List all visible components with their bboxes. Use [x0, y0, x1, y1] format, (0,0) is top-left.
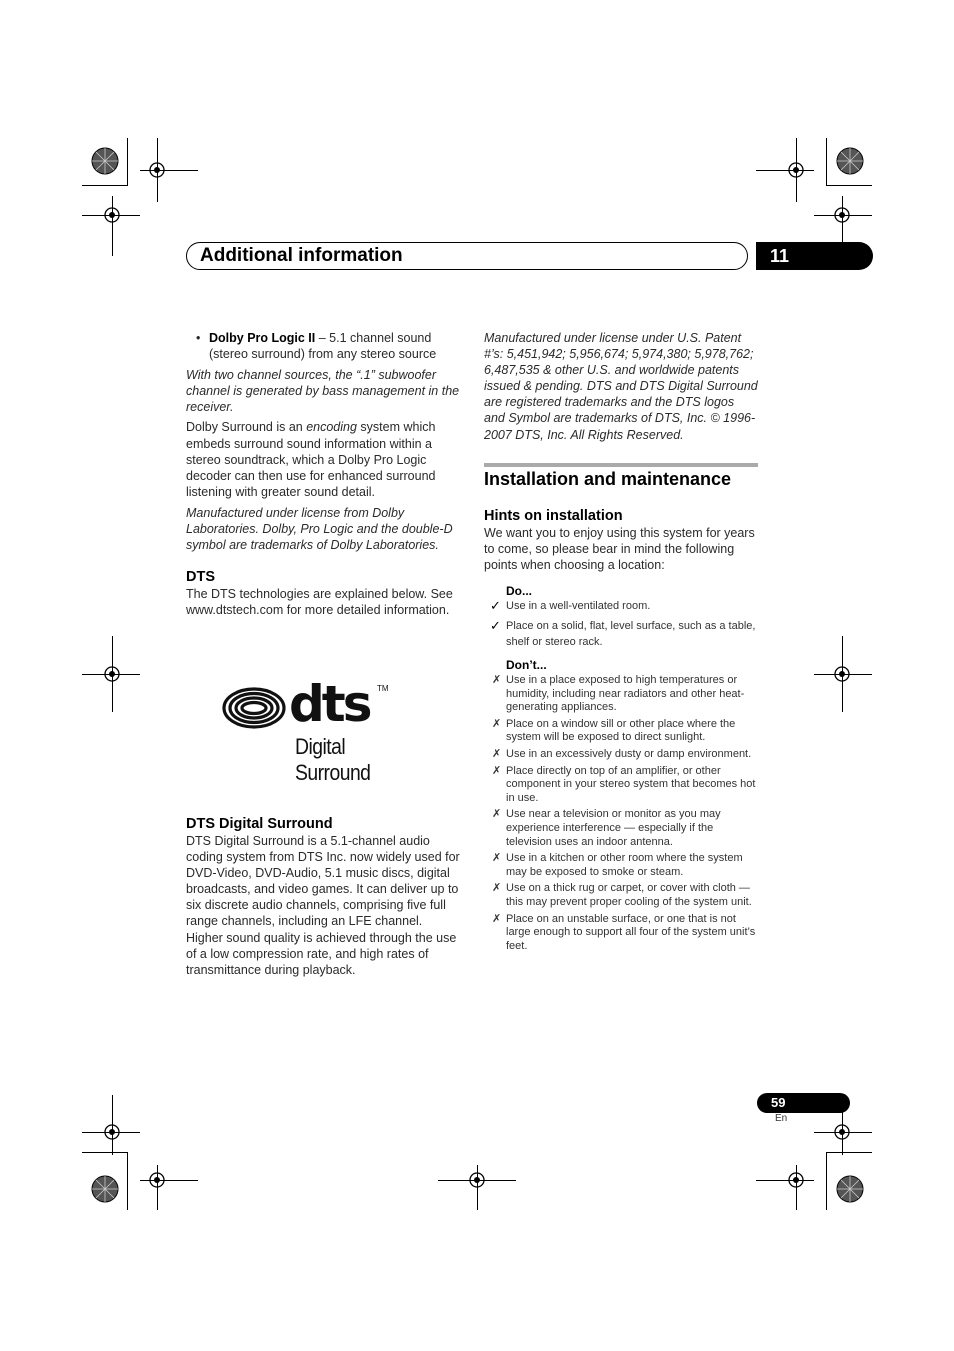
list-item: [490, 765, 758, 806]
paragraph-end: system which embeds surround sound information within a stereo soundtrack, which a Dolby Pro Logic decoder can then use for enhanced surround listening with greater sound detail.: [186, 420, 436, 499]
left-column: [186, 330, 460, 618]
crosshair-mark-icon: [832, 1122, 852, 1142]
subwoofer-note: With two channel sources, the “.1” subwoofer channel is generated by bass management in the receiver.: [186, 368, 460, 415]
list-item: [490, 674, 758, 715]
dts-intro: The DTS technologies are explained below. See www.dtstech.com for more detailed information.: [186, 587, 453, 618]
hints-intro: We want you to enjoy using this system for years to come, so please bear in mind the following points when choosing a location:: [484, 526, 755, 573]
cross-icon: ✗: [492, 852, 502, 865]
do-item-text: Place on a solid, flat, level surface, such as a table, shelf or stereo rack.: [506, 619, 756, 648]
dts-digital-surround-heading: DTS Digital Surround: [186, 816, 333, 832]
list-item: [490, 852, 758, 879]
right-column: [484, 330, 758, 443]
bullet-item: [186, 330, 460, 362]
crosshair-mark-icon: [467, 1170, 487, 1190]
paragraph-start: Dolby Surround is an: [186, 420, 307, 435]
cross-icon: ✗: [492, 674, 502, 686]
dont-item-text: Use in an excessively dusty or damp environment.: [506, 747, 752, 760]
page-number: 59: [757, 1093, 850, 1113]
list-item: [490, 882, 758, 909]
crosshair-mark-icon: [786, 1170, 806, 1190]
crosshair-mark-icon: [102, 664, 122, 684]
cross-icon: ✗: [492, 912, 502, 925]
logo-subtitle: Digital Surround: [295, 734, 371, 785]
dts-digital-surround-text: DTS Digital Surround is a 5.1-channel audio coding system from DTS Inc. now widely used for DVD-Video, DVD-Audio, 5.1 music discs, digital broadcasts, and video games. It can deliver up to six discrete audio channels, comprising five full range channels, including an LFE channel. Higher sound quality is achieved through the use of a low compression rate, and high rates of transmittance during playback.: [186, 834, 460, 977]
cross-icon: ✗: [492, 882, 502, 895]
starburst-mark-icon: [90, 146, 120, 176]
crosshair-mark-icon: [147, 160, 167, 180]
dont-item-text: Place on an unstable surface, or one that is not large enough to support all four of the system unit’s feet.: [506, 912, 756, 952]
cross-icon: ✗: [492, 808, 502, 821]
dts-wordmark: dts: [289, 675, 370, 733]
hints-section: [484, 507, 758, 573]
dont-list: [490, 674, 758, 953]
list-item: [490, 718, 758, 745]
do-item-text: Use in a well-ventilated room.: [506, 600, 651, 612]
dts-digital-surround-logo: [222, 675, 432, 785]
starburst-mark-icon: [90, 1174, 120, 1204]
section-title: Installation and maintenance: [484, 469, 732, 489]
do-list: [490, 600, 758, 650]
hints-heading: Hints on installation: [484, 508, 623, 524]
dts-digital-surround-section: [186, 815, 460, 978]
language-code: En: [775, 1113, 788, 1124]
list-item: [490, 600, 758, 614]
starburst-mark-icon: [835, 1174, 865, 1204]
trademark-symbol: TM: [377, 684, 389, 693]
dont-label: Don’t...: [506, 658, 547, 672]
starburst-mark-icon: [835, 146, 865, 176]
dolby-surround-paragraph: [186, 419, 460, 499]
bullet-dot: •: [196, 331, 201, 345]
do-label: Do...: [506, 584, 532, 598]
emphasis-encoding: encoding: [306, 420, 357, 435]
check-icon: ✓: [490, 598, 501, 613]
list-item: [490, 748, 758, 762]
chapter-number-badge: 11: [756, 242, 873, 270]
dont-item-text: Use on a thick rug or carpet, or cover with cloth — this may prevent proper cooling of the system unit.: [506, 882, 752, 908]
dont-item-text: Use in a place exposed to high temperatures or humidity, including near radiators and other heat-generating appliances.: [506, 674, 745, 714]
cross-icon: ✗: [492, 747, 502, 760]
bullet-description: – 5.1 channel sound (stereo surround) from any stereo source: [209, 331, 437, 362]
crosshair-mark-icon: [786, 160, 806, 180]
crosshair-mark-icon: [832, 205, 852, 225]
dolby-license-note: Manufactured under license from Dolby Laboratories. Dolby, Pro Logic and the double-D symbol are trademarks of Dolby Laboratories.: [186, 505, 453, 553]
list-item: [490, 618, 758, 650]
crosshair-mark-icon: [102, 1122, 122, 1142]
list-item: [490, 913, 758, 954]
dts-heading: DTS: [186, 569, 215, 586]
dont-item-text: Place directly on top of an amplifier, or other component in your stereo system that becomes hot in use.: [506, 764, 756, 804]
dont-item-text: Use near a television or monitor as you may experience interference — especially if the television uses an indoor antenna.: [506, 808, 721, 848]
crosshair-mark-icon: [832, 664, 852, 684]
cross-icon: ✗: [492, 764, 502, 777]
header-title: Additional information: [200, 245, 403, 266]
crosshair-mark-icon: [147, 1170, 167, 1190]
list-item: [490, 808, 758, 849]
dts-disc-symbol-icon: [222, 686, 288, 730]
check-icon: ✓: [490, 617, 501, 633]
dont-item-text: Place on a window sill or other place where the system will be exposed to direct sunlight.: [506, 717, 736, 744]
dts-license-note: Manufactured under license under U.S. Patent #’s: 5,451,942; 5,956,674; 5,974,380; 5,978,762; 6,487,535 & other U.S. and worldwide patents issued & pending. DTS and DTS Digital Surround are registered trademarks and the DTS logos and Symbol are trademarks of DTS, Inc. © 1996-2007 DTS, Inc. All Rights Reserved.: [484, 331, 758, 442]
section-rule: [484, 463, 758, 467]
crosshair-mark-icon: [102, 205, 122, 225]
cross-icon: ✗: [492, 717, 502, 730]
bullet-term: Dolby Pro Logic II: [209, 331, 316, 345]
dont-item-text: Use in a kitchen or other room where the system may be exposed to smoke or steam.: [506, 852, 743, 878]
